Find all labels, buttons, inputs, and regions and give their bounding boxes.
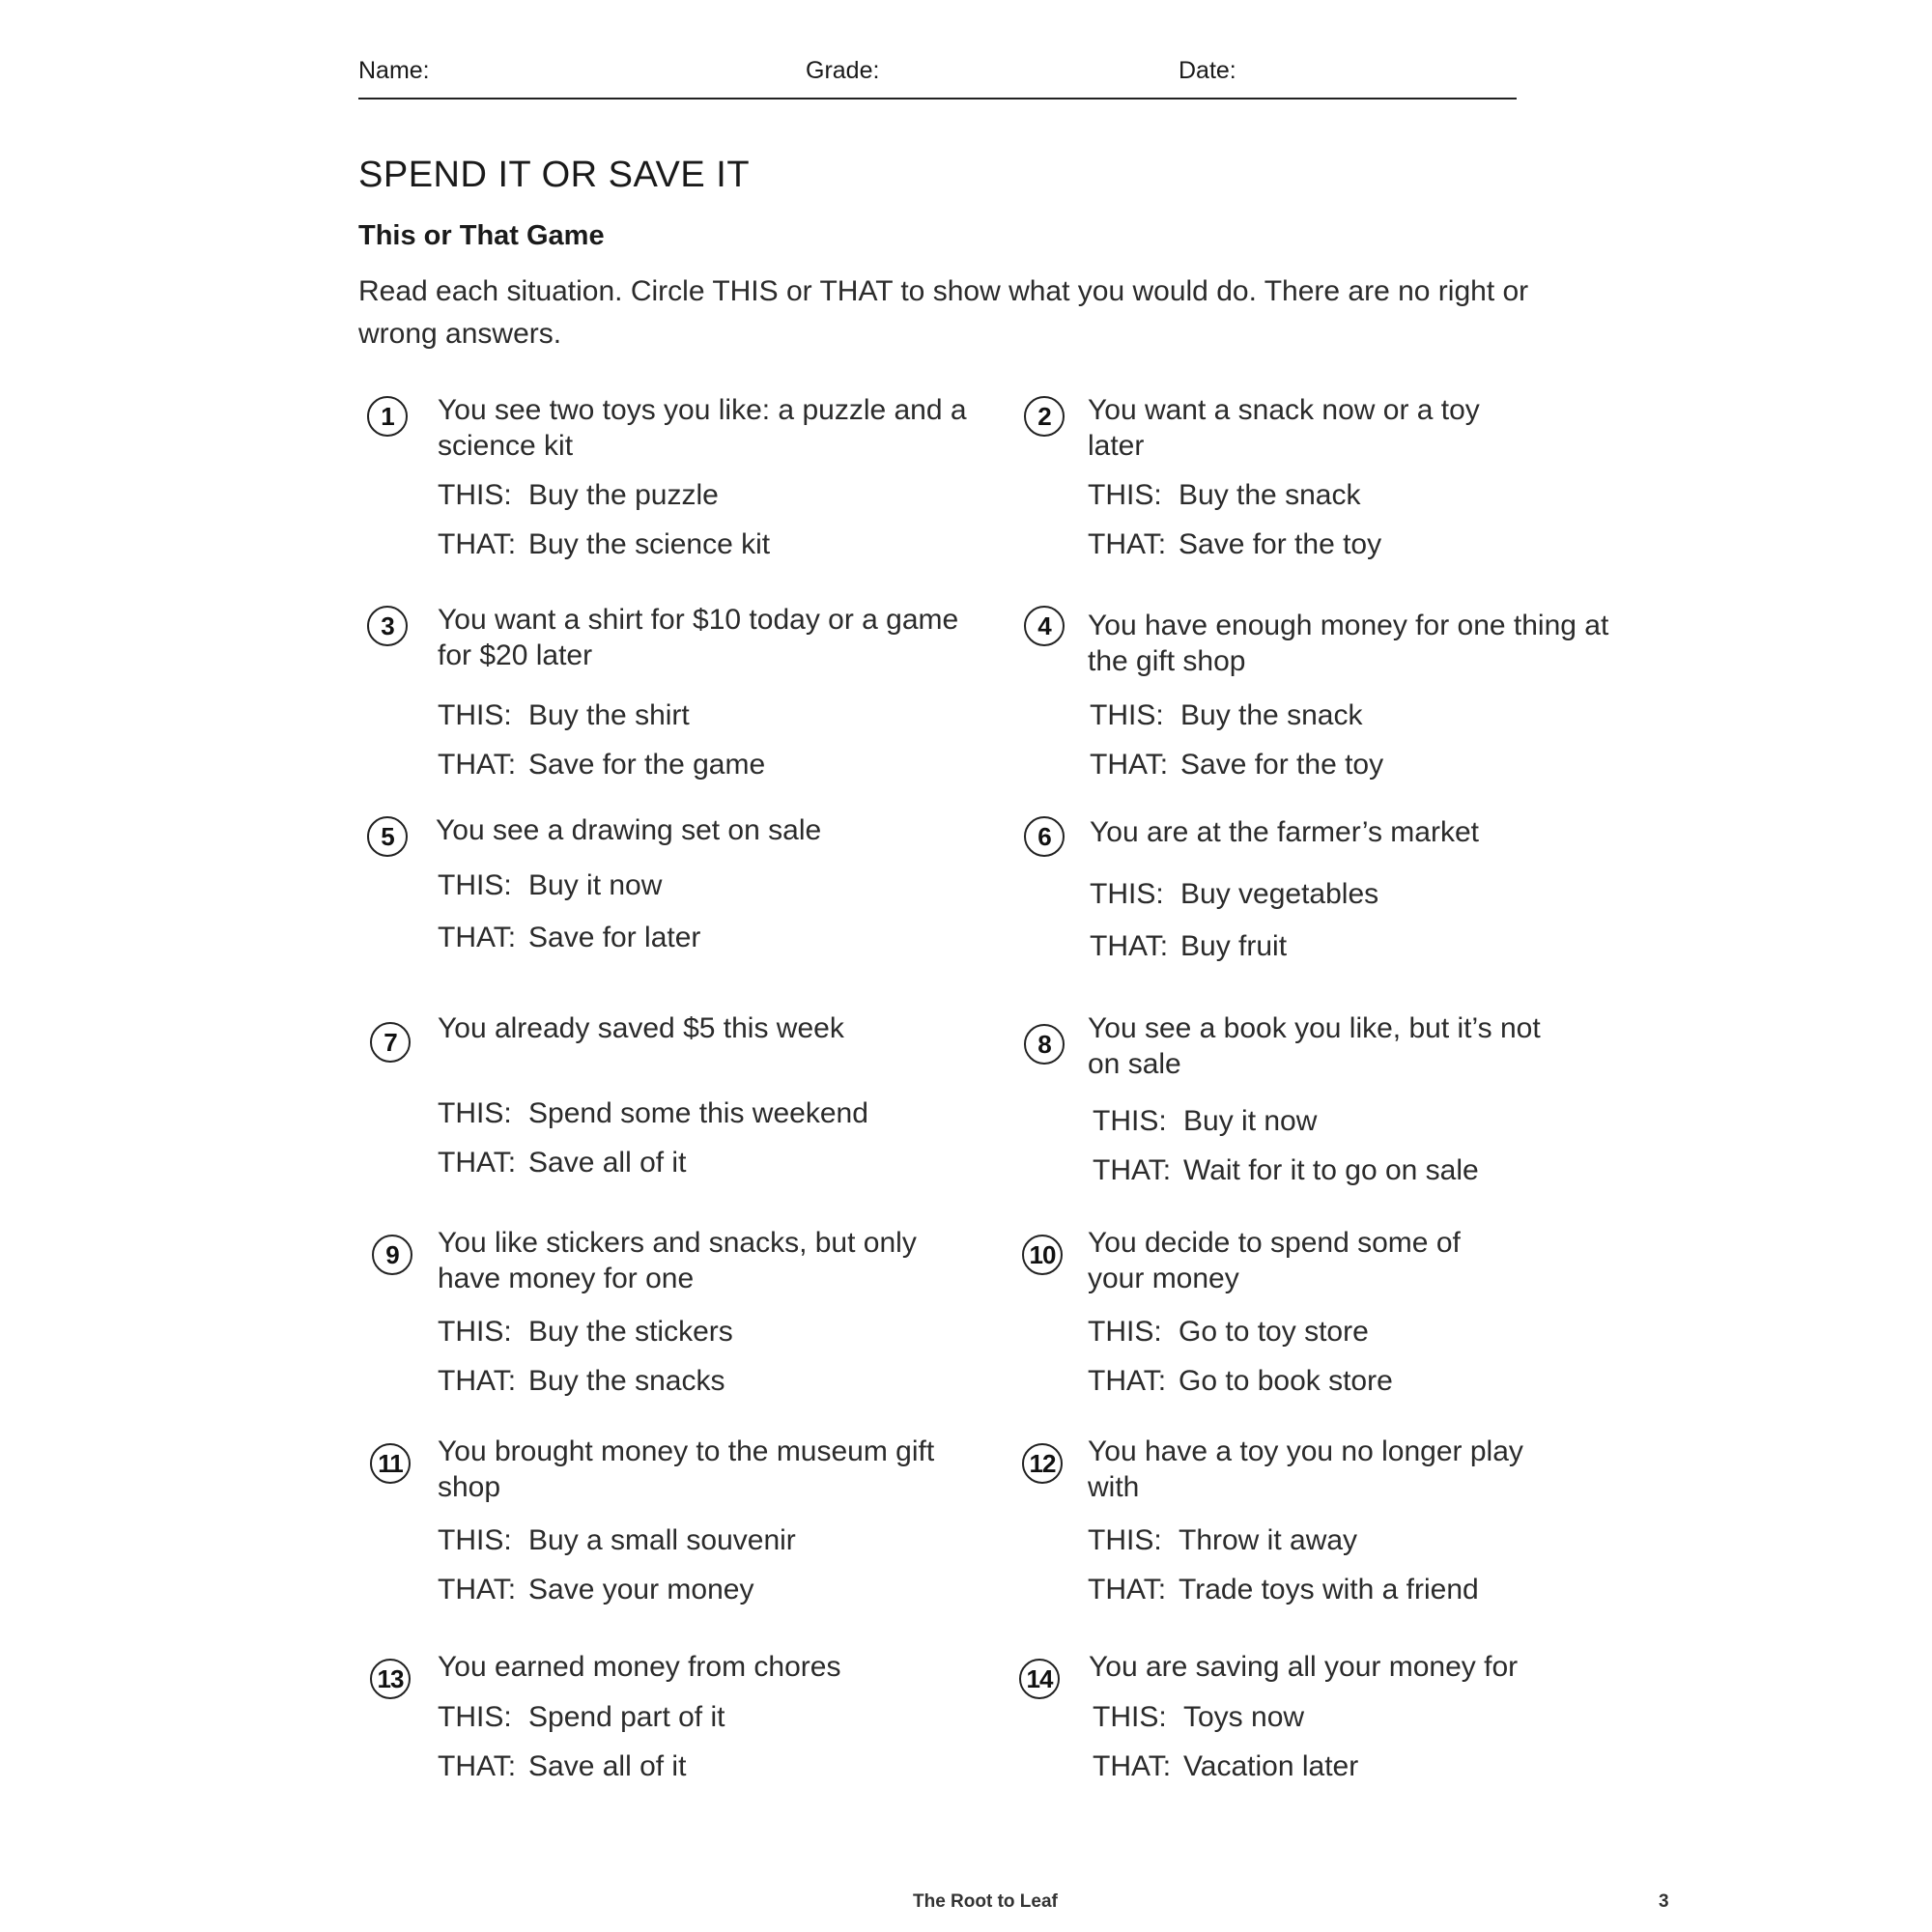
choice-this[interactable]: [1088, 1314, 1369, 1350]
choice-that-label: THAT:: [438, 528, 517, 560]
choice-this-label: THIS:: [438, 869, 512, 901]
question-number: 7: [370, 1022, 411, 1063]
question-situation: You brought money to the museum gift shop: [438, 1435, 935, 1503]
choice-this-text: Buy the stickers: [528, 1316, 733, 1348]
choice-that[interactable]: [438, 526, 770, 562]
choice-that-text: Trade toys with a friend: [1179, 1574, 1479, 1605]
header-rule: [358, 54, 1517, 99]
question-number: 11: [370, 1443, 411, 1484]
choice-this-text: Go to toy store: [1179, 1316, 1369, 1348]
name-label: Name:: [358, 57, 430, 84]
instructions: Read each situation. Circle THIS or THAT to show what you would do. There are no right or wrong answers.: [358, 275, 1529, 350]
choice-that-label: THAT:: [438, 1365, 517, 1397]
choice-that-text: Save for the toy: [1180, 749, 1384, 781]
choice-that[interactable]: [438, 920, 700, 955]
question-number: 10: [1022, 1235, 1063, 1275]
question-situation: You see two toys you like: a puzzle and a science kit: [438, 394, 967, 462]
question-number: 6: [1024, 816, 1065, 857]
choice-this[interactable]: [438, 697, 690, 733]
choice-this[interactable]: [1088, 1522, 1357, 1558]
choice-that-text: Save for later: [528, 922, 701, 953]
choice-this-text: Buy vegetables: [1180, 878, 1379, 910]
choice-this-text: Toys now: [1183, 1701, 1305, 1733]
choice-that-text: Go to book store: [1179, 1365, 1393, 1397]
choice-this-label: THIS:: [1088, 1524, 1162, 1556]
choice-that-text: Save all of it: [528, 1147, 687, 1179]
choice-that[interactable]: [1088, 526, 1381, 562]
choice-this-text: Buy it now: [1183, 1105, 1318, 1137]
choice-this-label: THIS:: [1088, 479, 1162, 511]
choice-that[interactable]: [1090, 747, 1383, 782]
question-number: 12: [1022, 1443, 1063, 1484]
choice-this[interactable]: [438, 1314, 733, 1350]
grade-label: Grade:: [806, 57, 880, 84]
choice-that-text: Buy the science kit: [528, 528, 771, 560]
question-situation: You already saved $5 this week: [438, 1012, 844, 1044]
question-situation: You are at the farmer’s market: [1090, 816, 1479, 848]
choice-this-label: THIS:: [1093, 1701, 1167, 1733]
choice-that[interactable]: [1090, 928, 1287, 964]
question-number: 14: [1019, 1659, 1060, 1699]
choice-that-label: THAT:: [438, 749, 517, 781]
question-number: 9: [372, 1235, 412, 1275]
choice-this[interactable]: [1093, 1699, 1304, 1735]
choice-this[interactable]: [438, 1699, 724, 1735]
choice-that-label: THAT:: [1088, 1365, 1167, 1397]
choice-that-text: Save for the toy: [1179, 528, 1382, 560]
question-situation: You see a drawing set on sale: [436, 814, 822, 846]
choice-this-label: THIS:: [1090, 878, 1164, 910]
choice-that[interactable]: [438, 1145, 686, 1180]
choice-that-text: Save your money: [528, 1574, 754, 1605]
choice-that-text: Save for the game: [528, 749, 766, 781]
choice-that-label: THAT:: [438, 1574, 517, 1605]
choice-this-text: Buy the puzzle: [528, 479, 719, 511]
choice-this[interactable]: [1090, 876, 1378, 912]
choice-that-label: THAT:: [438, 922, 517, 953]
choice-this-text: Spend part of it: [528, 1701, 725, 1733]
choice-that[interactable]: [438, 1748, 686, 1784]
page-subtitle: This or That Game: [358, 220, 605, 251]
choice-this-label: THIS:: [438, 1097, 512, 1129]
choice-this[interactable]: [1090, 697, 1362, 733]
choice-that-label: THAT:: [1090, 749, 1169, 781]
choice-that[interactable]: [438, 747, 765, 782]
choice-this-label: THIS:: [438, 1524, 512, 1556]
question-situation: You want a snack now or a toy later: [1088, 394, 1480, 462]
choice-this[interactable]: [438, 477, 719, 513]
question-situation: You are saving all your money for: [1089, 1651, 1519, 1683]
choice-that[interactable]: [438, 1572, 753, 1607]
choice-that-label: THAT:: [1090, 930, 1169, 962]
choice-that-text: Buy fruit: [1180, 930, 1288, 962]
footer-brand: The Root to Leaf: [913, 1891, 1058, 1912]
choice-this-label: THIS:: [438, 1316, 512, 1348]
date-label: Date:: [1179, 57, 1236, 84]
page-number: 3: [1659, 1891, 1669, 1912]
choice-this-label: THIS:: [438, 699, 512, 731]
choice-that-label: THAT:: [438, 1750, 517, 1782]
choice-this-text: Buy the snack: [1180, 699, 1363, 731]
choice-that-label: THAT:: [1093, 1750, 1172, 1782]
choice-that[interactable]: [438, 1363, 724, 1399]
choice-this-text: Buy a small souvenir: [528, 1524, 796, 1556]
question-number: 13: [370, 1659, 411, 1699]
choice-this[interactable]: [438, 1095, 868, 1131]
choice-that-text: Buy the snacks: [528, 1365, 725, 1397]
question-situation: You want a shirt for $10 today or a game for $20 later: [438, 604, 959, 671]
choice-this-label: THIS:: [438, 1701, 512, 1733]
question-number: 5: [367, 816, 408, 857]
choice-that-text: Vacation later: [1183, 1750, 1359, 1782]
choice-this-label: THIS:: [1090, 699, 1164, 731]
choice-that[interactable]: [1093, 1748, 1358, 1784]
choice-that-text: Wait for it to go on sale: [1183, 1154, 1479, 1186]
choice-that[interactable]: [1093, 1152, 1479, 1188]
choice-this[interactable]: [438, 1522, 796, 1558]
choice-this-text: Throw it away: [1179, 1524, 1358, 1556]
question-number: 8: [1024, 1024, 1065, 1065]
choice-that-label: THAT:: [438, 1147, 517, 1179]
choice-this-text: Buy the snack: [1179, 479, 1361, 511]
choice-that[interactable]: [1088, 1363, 1393, 1399]
question-number: 2: [1024, 396, 1065, 437]
choice-this-text: Spend some this weekend: [528, 1097, 868, 1129]
choice-that-label: THAT:: [1088, 1574, 1167, 1605]
question-situation: You have a toy you no longer play with: [1088, 1435, 1523, 1503]
question-situation: You have enough money for one thing at the gift shop: [1088, 610, 1609, 677]
choice-this-label: THIS:: [1093, 1105, 1167, 1137]
question-situation: You decide to spend some of your money: [1088, 1227, 1461, 1294]
question-situation: You like stickers and snacks, but only have money for one: [438, 1227, 917, 1294]
choice-this-text: Buy the shirt: [528, 699, 690, 731]
question-number: 3: [367, 606, 408, 646]
choice-this-label: THIS:: [438, 479, 512, 511]
choice-that-label: THAT:: [1088, 528, 1167, 560]
choice-that-text: Save all of it: [528, 1750, 687, 1782]
choice-that[interactable]: [1088, 1572, 1479, 1607]
choice-this-label: THIS:: [1088, 1316, 1162, 1348]
question-situation: You earned money from chores: [438, 1651, 841, 1683]
choice-this[interactable]: [438, 867, 662, 903]
question-situation: You see a book you like, but it’s not on sale: [1088, 1012, 1541, 1080]
choice-this-text: Buy it now: [528, 869, 663, 901]
choice-this[interactable]: [1093, 1103, 1317, 1139]
choice-this[interactable]: [1088, 477, 1360, 513]
choice-that-label: THAT:: [1093, 1154, 1172, 1186]
question-number: 1: [367, 396, 408, 437]
page-title: SPEND IT OR SAVE IT: [358, 155, 751, 195]
question-number: 4: [1024, 606, 1065, 646]
